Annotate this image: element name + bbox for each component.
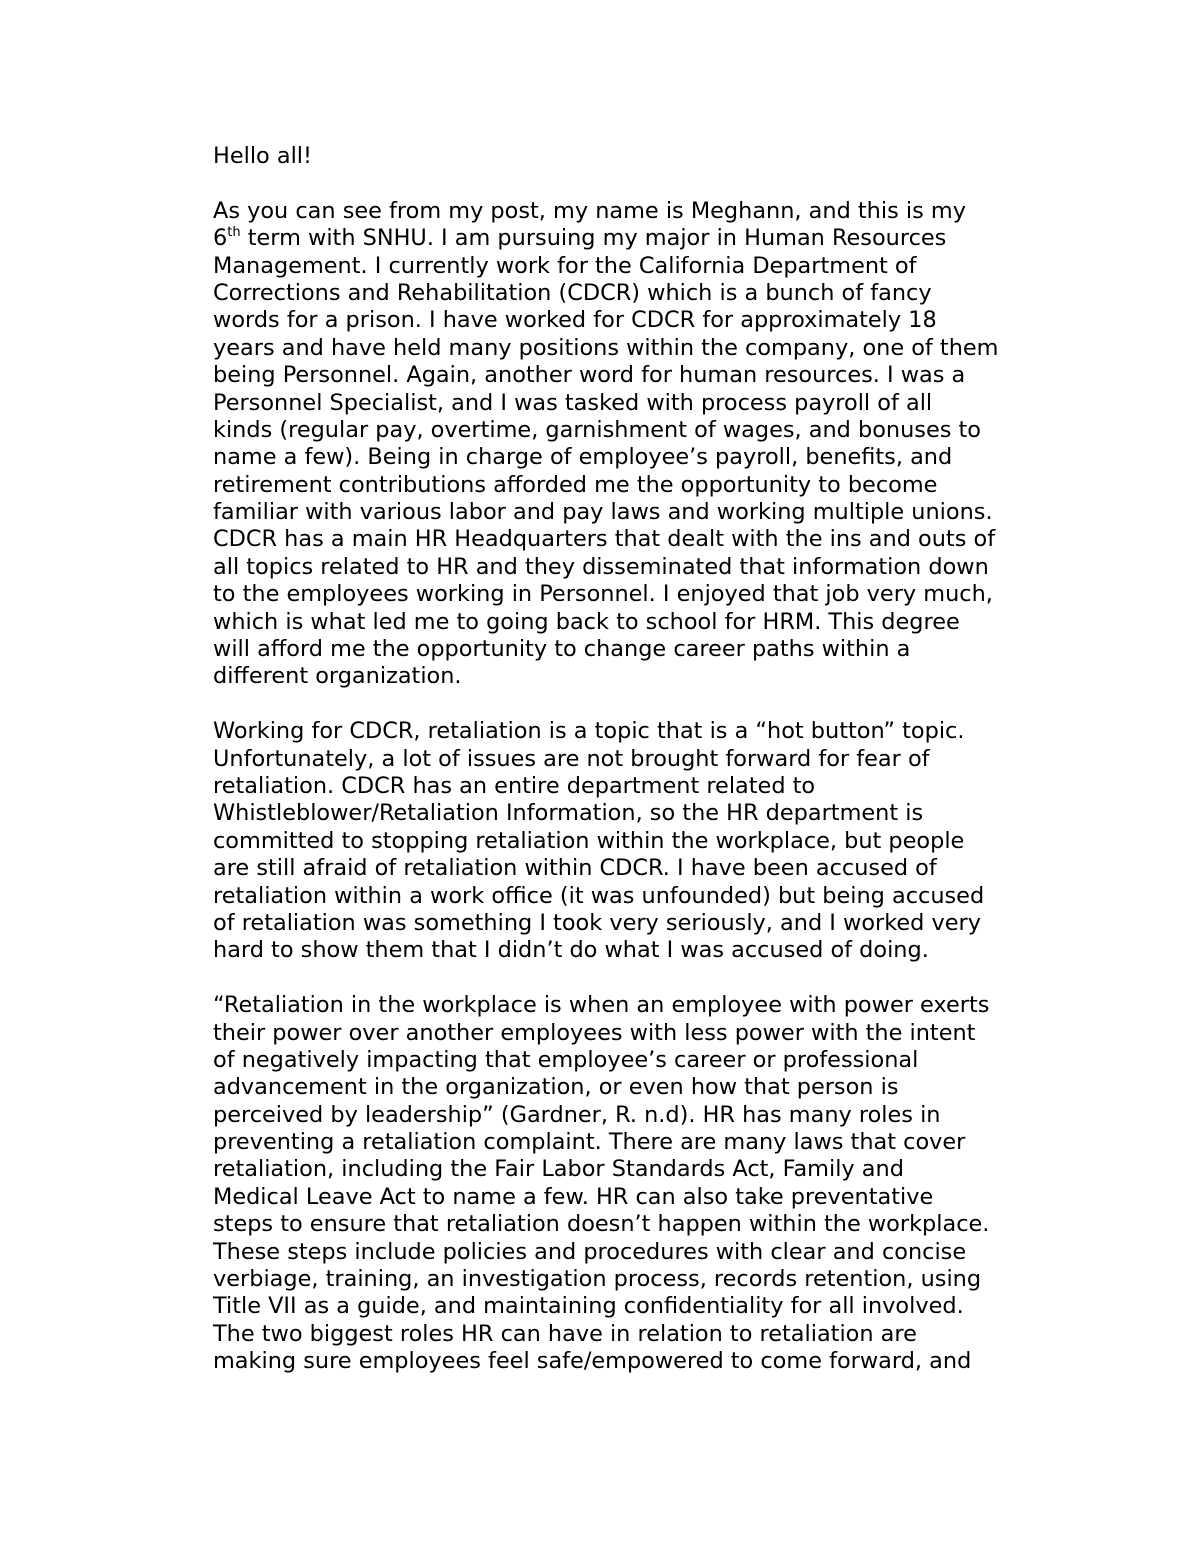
text-line: As you can see from my post, my name is Meghann, and this is my (213, 197, 966, 224)
text-line: name a few). Being in charge of employee’s payroll, benefits, and (213, 444, 953, 471)
text-line: retirement contributions afforded me the opportunity to become (213, 471, 938, 498)
text-line: kinds (regular pay, overtime, garnishment of wages, and bonuses to (213, 416, 981, 443)
text-line: Personnel Specialist, and I was tasked with process payroll of all (213, 389, 933, 416)
text-line: Management. I currently work for the California Department of (213, 252, 917, 279)
text-line: Medical Leave Act to name a few. HR can also take preventative (213, 1183, 934, 1210)
text-line: Unfortunately, a lot of issues are not brought forward for fear of (213, 745, 930, 772)
text-line: their power over another employees with less power with the intent (213, 1019, 976, 1046)
text-line: years and have held many positions within the company, one of them (213, 334, 999, 361)
document-body (213, 143, 1073, 1403)
text-line: perceived by leadership” (Gardner, R. n.d). HR has many roles in (213, 1101, 941, 1128)
ordinal-suffix: th (227, 224, 241, 240)
paragraph-hr-roles (213, 992, 1073, 1375)
greeting-line: Hello all! (213, 143, 313, 169)
text-line: which is what led me to going back to school for HRM. This degree (213, 608, 960, 635)
text-line: committed to stopping retaliation within the workplace, but people (213, 827, 965, 854)
text-line: verbiage, training, an investigation process, records retention, using (213, 1266, 982, 1293)
text-line: are still afraid of retaliation within CDCR. I have been accused of (213, 855, 937, 882)
text-line: of retaliation was something I took very seriously, and I worked very (213, 909, 981, 936)
text-line: These steps include policies and procedures with clear and concise (213, 1238, 967, 1265)
text-line: making sure employees feel safe/empowered to come forward, and (213, 1348, 972, 1375)
text-line (213, 225, 1073, 252)
ordinal-number: 6 (213, 225, 228, 252)
text-line: familiar with various labor and pay laws and working multiple unions. (213, 499, 993, 526)
text-line: CDCR has a main HR Headquarters that dealt with the ins and outs of (213, 526, 996, 553)
text-line: retaliation, including the Fair Labor Standards Act, Family and (213, 1156, 904, 1183)
text-line: retaliation. CDCR has an entire department related to (213, 773, 816, 799)
text-line: advancement in the organization, or even how that person is (213, 1074, 899, 1101)
text-line: all topics related to HR and they disseminated that information down (213, 553, 989, 580)
paragraph-introduction (213, 198, 1073, 691)
text-line: will afford me the opportunity to change career paths within a (213, 636, 911, 663)
text-line: Whistleblower/Retaliation Information, so the HR department is (213, 800, 924, 827)
text-line: Corrections and Rehabilitation (CDCR) which is a bunch of fancy (213, 279, 932, 306)
text-line: preventing a retaliation complaint. There are many laws that cover (213, 1129, 966, 1156)
text-segment: term with SNHU. I am pursuing my major in Human Resources (240, 225, 947, 252)
text-line: Title VII as a guide, and maintaining confidentiality for all involved. (213, 1293, 964, 1320)
text-line: “Retaliation in the workplace is when an employee with power exerts (213, 992, 990, 1019)
text-line: retaliation within a work office (it was unfounded) but being accused (213, 882, 985, 909)
text-line: different organization. (213, 663, 462, 690)
text-line: words for a prison. I have worked for CDCR for approximately 18 (213, 307, 937, 334)
text-line: hard to show them that I didn’t do what I was accused of doing. (213, 937, 929, 964)
text-line: The two biggest roles HR can have in relation to retaliation are (213, 1320, 917, 1347)
text-line: Working for CDCR, retaliation is a topic that is a “hot button” topic. (213, 718, 965, 745)
text-line: to the employees working in Personnel. I enjoyed that job very much, (213, 581, 993, 608)
text-line: being Personnel. Again, another word for human resources. I was a (213, 362, 966, 389)
paragraph-retaliation-at-cdcr (213, 718, 1073, 965)
text-line: steps to ensure that retaliation doesn’t happen within the workplace. (213, 1211, 990, 1238)
text-line: of negatively impacting that employee’s career or professional (213, 1046, 919, 1073)
